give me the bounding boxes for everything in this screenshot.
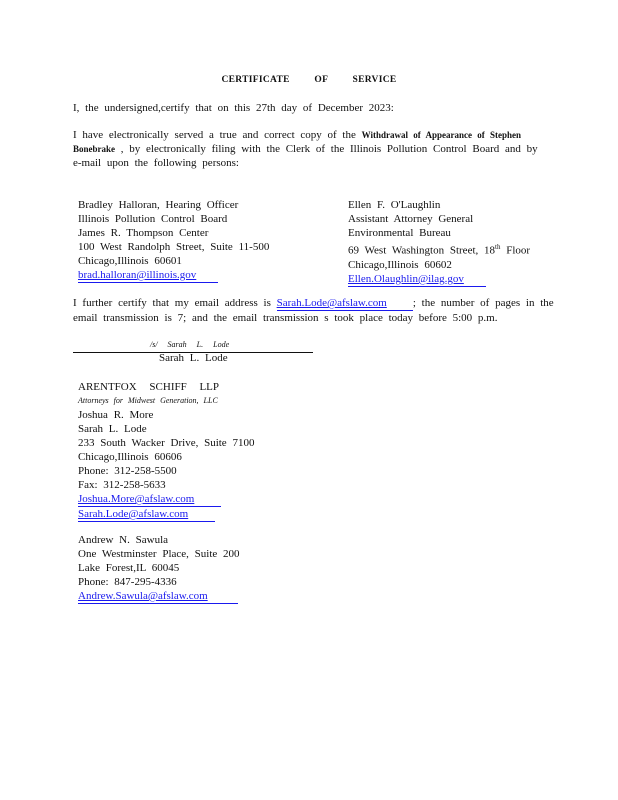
recipient-left-email-link[interactable]: brad.halloran@illinois.gov: [78, 268, 218, 283]
signer-name: Sarah L. Lode: [159, 352, 228, 364]
recipient-right: [348, 198, 530, 287]
recipient-right-title: Assistant Attorney General: [348, 213, 474, 225]
email-cert-line1-rest: ; the number of pages in the: [412, 297, 554, 309]
second-attorney-email-link[interactable]: Andrew.Sawula@afslaw.com: [78, 589, 238, 604]
recipient-right-street-floor: Floor: [506, 244, 531, 257]
email-cert-line1: I further certify that my email address is: [73, 297, 271, 309]
electronic-signature: /s/ Sarah L. Lode: [150, 340, 230, 349]
recipient-right-dept: Environmental Bureau: [348, 227, 451, 239]
document-name-continued: Bonebrake: [73, 144, 116, 154]
second-attorney-block: [78, 533, 240, 604]
firm-city: Chicago,Illinois 60606: [78, 451, 182, 463]
second-attorney-name: Andrew N. Sawula: [78, 534, 169, 546]
recipient-right-city: Chicago,Illinois 60602: [348, 258, 452, 271]
document-title: CERTIFICATE OF SERVICE: [221, 75, 397, 85]
firm-email-1-link[interactable]: Joshua.More@afslaw.com: [78, 492, 221, 507]
firm-email-2-link[interactable]: Sarah.Lode@afslaw.com: [78, 507, 215, 522]
second-attorney-street: One Westminster Place, Suite 200: [78, 548, 240, 560]
document-name: Withdrawal of Appearance of Stephen: [361, 130, 521, 140]
second-attorney-city: Lake Forest,IL 60045: [78, 562, 180, 574]
intro-day-suffix: th: [266, 102, 276, 114]
intro-prefix: I, the undersigned,certify that on this: [73, 102, 251, 114]
recipient-left-street: 100 West Randolph Street, Suite 11-500: [78, 241, 270, 253]
certification-intro: [73, 101, 394, 115]
email-certification-paragraph: [73, 296, 554, 325]
recipient-right-street: 69 West Washington Street, 18: [348, 244, 496, 257]
firm-block: [78, 380, 254, 522]
firm-fax: Fax: 312-258-5633: [78, 479, 166, 491]
recipient-left-name: Bradley Halloran, Hearing Officer: [78, 199, 239, 211]
firm-name: ARENTFOX SCHIFF LLP: [78, 381, 220, 393]
firm-attorney-2: Sarah L. Lode: [78, 423, 147, 435]
firm-phone: Phone: 312-258-5500: [78, 465, 177, 477]
service-line1: I have electronically served a true and correct copy of the: [73, 129, 356, 141]
service-paragraph: [73, 128, 538, 170]
sender-email-link[interactable]: Sarah.Lode@afslaw.com: [277, 296, 413, 311]
second-attorney-phone: Phone: 847-295-4336: [78, 576, 177, 588]
recipient-right-email-link[interactable]: Ellen.Olaughlin@ilag.gov: [348, 272, 486, 287]
intro-day: 27: [255, 102, 267, 114]
recipient-left: [78, 198, 269, 283]
firm-attorney-1: Joshua R. More: [78, 409, 154, 421]
firm-street: 233 South Wacker Drive, Suite 7100: [78, 437, 255, 449]
recipient-left-building: James R. Thompson Center: [78, 227, 209, 239]
service-line2: , by electronically filing with the Clerk of the Illinois Pollution Control Board and by: [120, 143, 538, 155]
recipient-left-org: Illinois Pollution Control Board: [78, 213, 228, 225]
firm-role: Attorneys for Midwest Generation, LLC: [78, 396, 218, 405]
intro-rest: day of December 2023:: [281, 102, 394, 114]
email-cert-line2: email transmission is 7; and the email transmission s took place today before 5:00 p.m.: [73, 312, 498, 324]
service-line3: e-mail upon the following persons:: [73, 157, 239, 169]
recipient-left-city: Chicago,Illinois 60601: [78, 255, 182, 267]
recipient-right-street-sup: th: [495, 243, 501, 251]
recipient-right-name: Ellen F. O'Laughlin: [348, 199, 441, 211]
